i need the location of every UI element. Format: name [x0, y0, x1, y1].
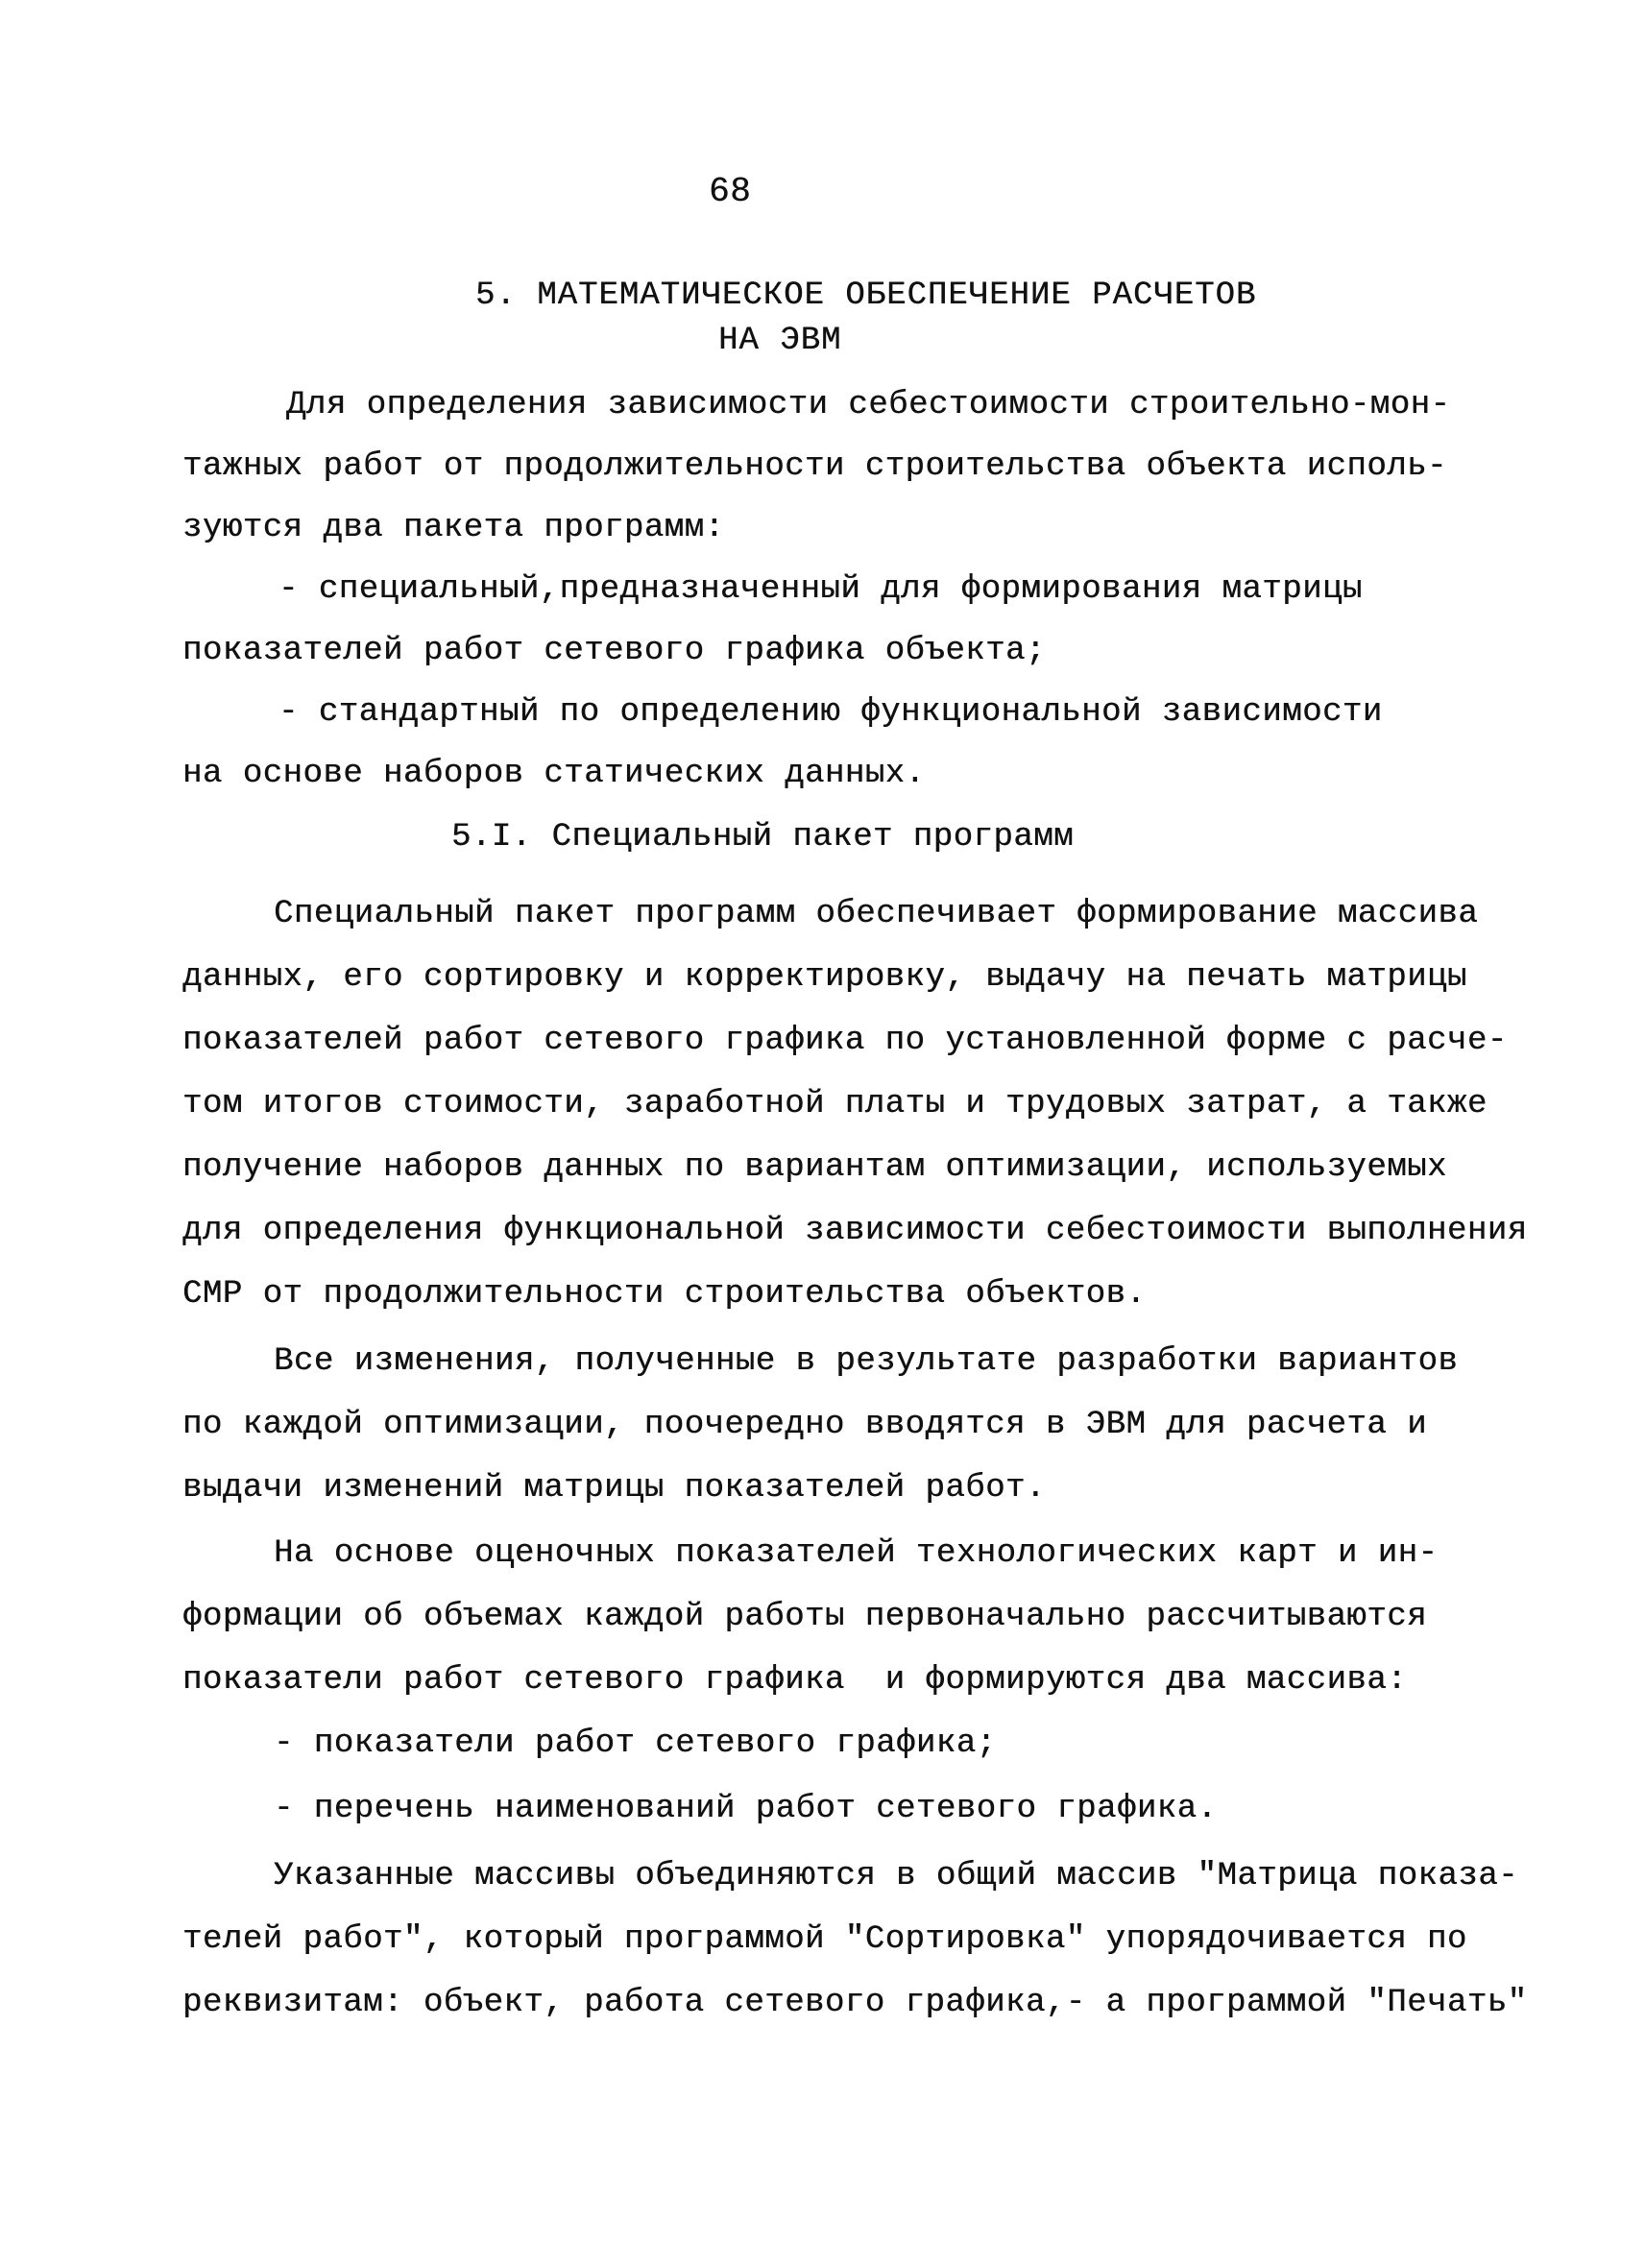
intro-line-2: тажных работ от продолжительности строительства объекта исполь- — [182, 448, 1447, 485]
para3-line-3: показатели работ сетевого графика и формируются два массива: — [182, 1662, 1408, 1699]
list1-item-1-cont: показателей работ сетевого графика объекта; — [182, 633, 1046, 669]
para1-line-2: данных, его сортировку и корректировку, выдачу на печать матрицы — [182, 959, 1467, 996]
para1-line-7: СМР от продолжительности строительства объектов. — [182, 1276, 1147, 1313]
para1-line-6: для определения функциональной зависимости себестоимости выполнения — [182, 1213, 1528, 1249]
intro-line-1: Для определения зависимости себестоимости строительно-мон- — [286, 387, 1451, 423]
para4-line-2: телей работ", который программой "Сортировка" упорядочивается по — [182, 1921, 1467, 1958]
para3-line-2: формации об объемах каждой работы первоначально рассчитываются — [182, 1599, 1428, 1635]
para1-line-5: получение наборов данных по вариантам оптимизации, используемых — [182, 1149, 1447, 1186]
intro-line-3: зуются два пакета программ: — [182, 510, 725, 546]
para3-line-1: На основе оценочных показателей технологических карт и ин- — [274, 1535, 1439, 1572]
para4-line-1: Указанные массивы объединяются в общий массив "Матрица показа- — [274, 1858, 1519, 1894]
list2-item-1: - показатели работ сетевого графика; — [274, 1725, 997, 1762]
para2-line-2: по каждой оптимизации, поочередно вводятся в ЭВМ для расчета и — [182, 1407, 1428, 1443]
list1-item-1: - специальный,предназначенный для формирования матрицы — [278, 571, 1363, 608]
section-title-line-2: НА ЭВМ — [718, 323, 842, 359]
section-title-line-1: 5. МАТЕМАТИЧЕСКОЕ ОБЕСПЕЧЕНИЕ РАСЧЕТОВ — [475, 277, 1257, 314]
list1-item-2-cont: на основе наборов статических данных. — [182, 756, 926, 792]
para2-line-3: выдачи изменений матрицы показателей работ. — [182, 1470, 1046, 1507]
para1-line-1: Специальный пакет программ обеспечивает формирование массива — [274, 896, 1479, 932]
subsection-title: 5.I. Специальный пакет программ — [451, 819, 1075, 856]
para2-line-1: Все изменения, полученные в результате разработки вариантов — [274, 1343, 1459, 1380]
list1-item-2: - стандартный по определению функциональной зависимости — [278, 694, 1383, 731]
para1-line-4: том итогов стоимости, заработной платы и трудовых затрат, а также — [182, 1086, 1488, 1122]
page-number: 68 — [709, 172, 752, 211]
para4-line-3: реквизитам: объект, работа сетевого графика,- а программой "Печать" — [182, 1985, 1528, 2021]
para1-line-3: показателей работ сетевого графика по установленной форме с расче- — [182, 1023, 1508, 1059]
list2-item-2: - перечень наименований работ сетевого графика. — [274, 1791, 1218, 1827]
